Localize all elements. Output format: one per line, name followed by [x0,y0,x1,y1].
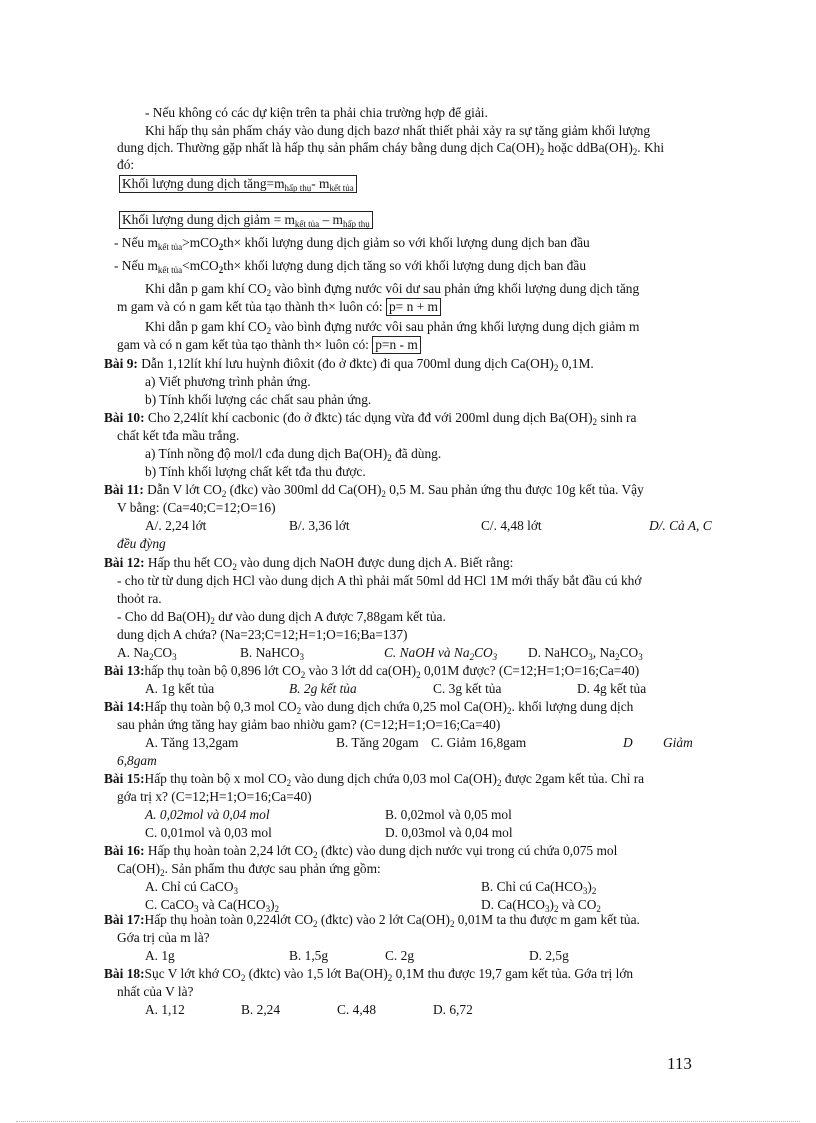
rule-line-2: - Nếu $m_{kết tủa}<mCO_2th\times$ khối lượng dung dịch tăng so với khối lượng dung dịch ban đầu [114,258,587,275]
exercise-14-option-d-text: Giảm [663,735,693,750]
exercise-12-option-c: C. NaOH và $Na_2CO_3$ [384,645,498,662]
intro-line-4: đó: [117,157,135,172]
exercise-17-option-d: D. 2,5g [529,948,569,963]
exercise-15-option-c: C. 0,01mol và 0,03 mol [145,825,272,840]
exercise-18-option-c: C. 4,48 [337,1002,377,1017]
exercise-11-option-d-cont: đều đỳng [117,536,166,551]
exercise-15-option-b: B. 0,02mol và 0,05 mol [385,807,512,822]
exercise-11-option-d: D/. Cả A, C [649,518,712,533]
exercise-12-line-3: thoỏt ra. [117,591,162,606]
exercise-14-option-d-cont: 6,8gam [117,753,157,768]
exercise-11: Bài 11: Dẫn V lớt $CO_2$ (đkc) vào 300ml dd $Ca(OH)_2$ 0,5 M. Sau phản ứng thu được 10g kết tủa. Vậy [104,482,644,499]
exercise-10: Bài 10: Cho 2,24lít khí cacbonic (đo ở đktc) tác dụng vừa đđ với 200ml dung dịch $Ba(OH)_2$ sinh ra [104,410,637,427]
exercise-15: Bài 15:Hấp thụ toàn bộ x mol $CO_2$ vào dung dịch chứa 0,03 mol $Ca(OH)_2$ được 2gam kết tủa. Chỉ ra [104,771,645,788]
exercise-18-option-b: B. 2,24 [241,1002,281,1017]
exercise-13-option-b: B. 2g kết tủa [289,681,357,696]
exercise-16-option-b: B. Chỉ cú $Ca(HCO_3)_2$ [481,879,597,896]
intro-line-2: Khi hấp thụ sản phẩm cháy vào dung dịch bazơ nhất thiết phải xảy ra sự tăng giảm khối lượng [145,123,651,138]
exercise-12-option-d: D. NaHCO$_3$, $Na_2CO_3$ [528,645,643,662]
exercise-17-option-c: C. 2g [385,948,415,963]
exercise-16-option-c: C. CaCO$_3$ và $Ca(HCO_3)_2$ [145,897,280,914]
exercise-10-b: b) Tính khối lượng chất kết tđa thu được. [145,464,366,479]
exercise-18: Bài 18:Sục V lớt khớ $CO_2$ (đktc) vào 1,5 lớt $Ba(OH)_2$ 0,1M thu được 19,7 gam kết tủa. Gớa trị lớn [104,966,634,983]
intro-line-3: dung dịch. Thường gặp nhất là hấp thụ sản phẩm cháy bằng dung dịch $Ca(OH)_2$ hoặc $ddBa(OH)_2$. Khi [117,140,665,157]
exercise-12-line-5: dung dịch A chứa? (Na=23;C=12;H=1;O=16;Ba=137) [117,627,408,642]
exercise-16-option-a: A. Chỉ cú CaCO$_3$ [145,879,239,896]
exercise-9-a: a) Viết phương trình phản ứng. [145,374,311,389]
exercise-12-option-a: A. $Na_2CO_3$ [117,645,177,662]
exercise-14-cont: sau phản ứng tăng hay giảm bao nhiờu gam? (C=12;H=1;O=16;Ca=40) [117,717,501,732]
exercise-14-option-a: A. Tăng 13,2gam [145,735,239,750]
exercise-14: Bài 14:Hấp thụ toàn bộ 0,3 mol $CO_2$ vào dung dịch chứa 0,25 mol $Ca(OH)_2$. khối lượng dung dịch [104,699,634,716]
formula-box-sum: p= n + m [386,298,441,316]
exercise-18-option-d: D. 6,72 [433,1002,473,1017]
principle-2-line-2: gam và có n gam kết tủa tạo thành th× luôn có: p=n - m [117,336,421,354]
page-bottom-border [16,1121,800,1122]
exercise-13: Bài 13:hấp thụ toàn bộ 0,896 lớt $CO_2$ vào 3 lớt dd $ca(OH)_2$ 0,01M được? (C=12;H=1;O=16;Ca=40) [104,663,640,680]
exercise-11-option-a: A/. 2,24 lớt [145,518,207,533]
exercise-16-cont: $Ca(OH)_2$. Sản phẩm thu được sau phản ứng gồm: [117,861,381,878]
exercise-14-option-c: C. Giảm 16,8gam [431,735,527,750]
exercise-12: Bài 12: Hấp thu hết $CO_2$ vào dung dịch NaOH được dung dịch A. Biết rằng: [104,555,514,572]
exercise-18-cont: nhất của V là? [117,984,194,999]
exercise-18-option-a: A. 1,12 [145,1002,185,1017]
exercise-9: Bài 9: Dẫn 1,12lít khí lưu huỳnh điôxit (đo ở đktc) đi qua 700ml dung dịch $Ca(OH)_2$ 0,1M. [104,356,594,373]
exercise-10-a: a) Tính nồng độ mol/l cđa dung dịch $Ba(OH)_2$ đã dùng. [145,446,442,463]
formula-box-diff: p=n - m [372,336,421,354]
exercise-15-cont: gớa trị x? (C=12;H=1;O=16;Ca=40) [117,789,312,804]
exercise-11-cont: V bằng: (Ca=40;C=12;O=16) [117,500,276,515]
exercise-16: Bài 16: Hấp thụ hoàn toàn 2,24 lớt $CO_2$ (đktc) vào dung dịch nước vụi trong cú chứa 0,075 mol [104,843,618,860]
exercise-10-cont: chất kết tđa mầu trắng. [117,428,240,443]
exercise-15-option-a: A. 0,02mol và 0,04 mol [145,807,270,822]
page-number: 113 [667,1054,692,1073]
formula-box-increase: Khối lượng dung dịch $tăng=m_{hấp thụ}-$ $m_{kết tủa}$ [119,175,357,193]
exercise-13-option-d: D. 4g kết tủa [577,681,647,696]
exercise-13-option-c: C. 3g kết tủa [433,681,502,696]
exercise-12-line-2: - cho từ từ dung dịch HCl vào dung dịch A thì phải mất 50ml dd HCl 1M mới thấy bắt đầu cú khớ [117,573,642,588]
principle-1-line-1: Khi dẫn p gam khí $CO_2$ vào bình đựng nước vôi dư sau phản ứng khối lượng dung dịch tăng [145,281,640,298]
exercise-15-option-d: D. 0,03mol và 0,04 mol [385,825,513,840]
rule-line-1: - Nếu $m_{kết tủa}>mCO_2th\times$ khối lượng dung dịch giảm so với khối lượng dung dịch ban đầu [114,235,590,252]
exercise-17-cont: Gớa trị của m là? [117,930,210,945]
principle-1-line-2: m gam và có n gam kết tủa tạo thành th× luôn có: p= n + m [117,298,441,316]
principle-2-line-1: Khi dẫn p gam khí $CO_2$ vào bình đựng nước vôi sau phản ứng khối lượng dung dịch giảm m [145,319,640,336]
exercise-12-line-4: - Cho dd $Ba(OH)_2$ dư vào dung dịch A được 7,88gam kết tủa. [117,609,446,626]
exercise-11-option-b: B/. 3,36 lớt [289,518,350,533]
exercise-14-option-b: B. Tăng 20gam [336,735,419,750]
exercise-11-option-c: C/. 4,48 lớt [481,518,542,533]
exercise-13-option-a: A. 1g kết tủa [145,681,215,696]
exercise-17-option-b: B. 1,5g [289,948,329,963]
intro-line-1: - Nếu không có các dự kiện trên ta phải chia trường hợp để giải. [145,105,488,120]
formula-box-decrease: Khối lượng dung dịch giảm = $m_{kết tủa} - m_{hấp thụ}$ [119,211,373,229]
exercise-14-option-d: D [623,735,633,750]
exercise-12-option-b: B. NaHCO$_3$ [240,645,305,662]
exercise-9-b: b) Tính khối lượng các chất sau phản ứng. [145,392,372,407]
exercise-17-option-a: A. 1g [145,948,175,963]
exercise-16-option-d: D. $Ca(HCO_3)_2$ và $CO_2$ [481,897,601,914]
exercise-17: Bài 17:Hấp thụ hoàn toàn 0,224lớt $CO_2$ (đktc) vào 2 lớt $Ca(OH)_2$ 0,01M ta thu được m gam kết tủa. [104,912,640,929]
